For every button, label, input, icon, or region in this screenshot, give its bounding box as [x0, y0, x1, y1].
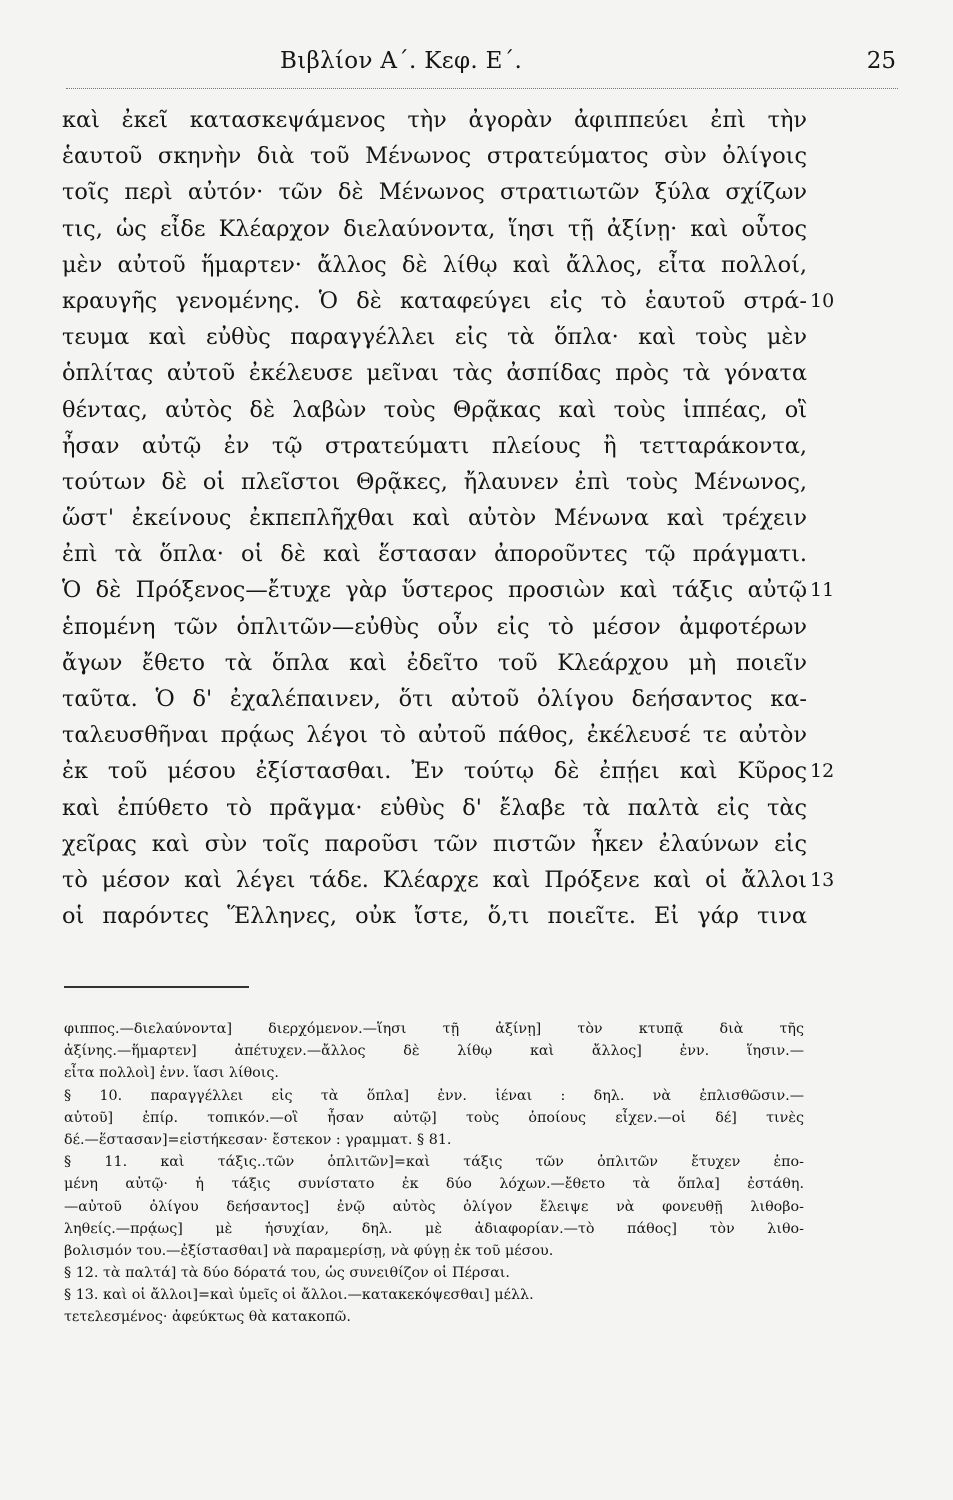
text-line: ἐκ τοῦ μέσου ἐξίστασθαι. Ἐν τούτῳ δὲ ἐπῄει καὶ Κῦρος 12: [62, 753, 807, 789]
note-line: βολισμόν του.—ἐξίστασθαι] νὰ παραμερίσῃ, νὰ φύγῃ ἐκ τοῦ μέσου.: [64, 1242, 554, 1259]
note-line: § 10. παραγγέλλει εἰς τὰ ὅπλα] ἐνν. ἰέναι : δηλ. νὰ ἐπλισθῶσιν.—: [64, 1087, 804, 1104]
text-line: τούτων δὲ οἱ πλεῖστοι Θρᾷκες, ἤλαυνεν ἐπὶ τοὺς Μένωνος,: [62, 468, 807, 495]
note-line: ἀξίνης.—ἥμαρτεν] ἀπέτυχεν.—ἄλλος δὲ λίθῳ καὶ ἄλλος] ἐνν. ἵησιν.—: [64, 1043, 804, 1060]
text-line: τευμα καὶ εὐθὺς παραγγέλλει εἰς τὰ ὅπλα· καὶ τοὺς μὲν: [62, 324, 807, 351]
text-line: κραυγῆς γενομένης. Ὁ δὲ καταφεύγει εἰς τὸ ἑαυτοῦ στρά- 10: [62, 283, 807, 319]
note-line: εἶτα πολλοὶ] ἐνν. ἵασι λίθοις.: [64, 1065, 279, 1082]
main-text: [62, 102, 835, 934]
text-line: ταλευσθῆναι πρᾴως λέγοι τὸ αὐτοῦ πάθος, ἐκέλευσέ τε αὐτὸν: [62, 722, 807, 749]
text-line: χεῖρας καὶ σὺν τοῖς παροῦσι τῶν πιστῶν ἧκεν ἐλαύνων εἰς: [62, 830, 807, 857]
footnote-rule: [64, 986, 249, 988]
text-line: καὶ ἐπύθετο τὸ πρᾶγμα· εὐθὺς δ' ἔλαβε τὰ παλτὰ εἰς τὰς: [62, 794, 807, 821]
note-line: § 12. τὰ παλτά] τὰ δύο δόρατά του, ὡς συνειθίζον οἱ Πέρσαι.: [64, 1265, 510, 1282]
note-line: φιππος.—διελαύνοντα] διερχόμενον.—ἵησι τῇ ἀξίνῃ] τὸν κτυπᾷ διὰ τῆς: [64, 1021, 804, 1037]
running-head-title: Βιβλίον Α΄. Κεφ. Ε΄.: [280, 48, 523, 74]
section-number-12: 12: [810, 760, 835, 783]
text-line: ἑαυτοῦ σκηνὴν διὰ τοῦ Μένωνος στρατεύματος σὺν ὀλίγοις: [62, 143, 807, 170]
page-number: 25: [866, 48, 896, 74]
text-line: καὶ ἐκεῖ κατασκεψάμενος τὴν ἀγορὰν ἀφιππεύει ἐπὶ τὴν: [62, 107, 807, 133]
note-line: δέ.—ἕστασαν]=εἱστήκεσαν· ἔστεκον : γραμματ. § 81.: [64, 1131, 452, 1148]
text-line: ἄγων ἔθετο τὰ ὅπλα καὶ ἐδεῖτο τοῦ Κλεάρχου μὴ ποιεῖν: [62, 649, 807, 676]
running-head: [58, 46, 898, 86]
text-line: ὁπλίτας αὐτοῦ ἐκέλευσε μεῖναι τὰς ἀσπίδας πρὸς τὰ γόνατα: [62, 360, 807, 387]
note-line: —αὐτοῦ ὀλίγου δεήσαντος] ἐνῷ αὐτὸς ὀλίγον ἔλειψε νὰ φονευθῇ λιθοβο-: [64, 1198, 804, 1215]
text-line: ἐπὶ τὰ ὅπλα· οἱ δὲ καὶ ἕστασαν ἀποροῦντες τῷ πράγματι.: [62, 541, 807, 568]
text-line: οἱ παρόντες Ἕλληνες, οὐκ ἴστε, ὅ,τι ποιεῖτε. Εἰ γάρ τινα: [62, 903, 807, 930]
text-line: τοῖς περὶ αὐτόν· τῶν δὲ Μένωνος στρατιωτῶν ξύλα σχίζων: [62, 179, 807, 206]
commentary-notes: [64, 1018, 804, 1329]
section-number-11: 11: [810, 579, 835, 602]
text-line: τὸ μέσον καὶ λέγει τάδε. Κλέαρχε καὶ Πρόξενε καὶ οἱ ἄλλοι 13: [62, 862, 807, 898]
text-line: θέντας, αὐτὸς δὲ λαβὼν τοὺς Θρᾷκας καὶ τοὺς ἱππέας, οἳ: [62, 396, 807, 423]
note-line: τετελεσμένος· ἀφεύκτως θὰ κατακοπῶ.: [64, 1309, 351, 1326]
text-line: μὲν αὐτοῦ ἥμαρτεν· ἄλλος δὲ λίθῳ καὶ ἄλλος, εἶτα πολλοί,: [62, 251, 807, 278]
note-line: § 13. καὶ οἱ ἄλλοι]=καὶ ὑμεῖς οἱ ἄλλοι.—κατακεκόψεσθαι] μέλλ.: [64, 1287, 534, 1304]
note-line: § 11. καὶ τάξις..τῶν ὁπλιτῶν]=καὶ τάξις τῶν ὁπλιτῶν ἔτυχεν ἑπο-: [64, 1154, 804, 1171]
note-line: ληθείς.—πρᾴως] μὲ ἡσυχίαν, δηλ. μὲ ἀδιαφορίαν.—τὸ πάθος] τὸν λιθο-: [64, 1220, 804, 1237]
text-line: ὥστ' ἐκείνους ἐκπεπλῆχθαι καὶ αὐτὸν Μένωνα καὶ τρέχειν: [62, 505, 807, 532]
text-line: ταῦτα. Ὁ δ' ἐχαλέπαινεν, ὅτι αὐτοῦ ὀλίγου δεήσαντος κα-: [62, 686, 807, 712]
note-line: μένη αὐτῷ· ἡ τάξις συνίστατο ἐκ δύο λόχων.—ἔθετο τὰ ὅπλα] ἐστάθη.: [64, 1176, 804, 1193]
section-number-10: 10: [810, 289, 835, 312]
text-line: τις, ὡς εἶδε Κλέαρχον διελαύνοντα, ἵησι τῇ ἀξίνῃ· καὶ οὗτος: [62, 215, 807, 242]
text-line: Ὁ δὲ Πρόξενος—ἔτυχε γὰρ ὕστερος προσιὼν καὶ τάξις αὐτῷ 11: [62, 572, 807, 608]
header-rule: [66, 88, 898, 89]
section-number-13: 13: [810, 868, 835, 891]
note-line: αὐτοῦ] ἐπίρ. τοπικόν.—οἳ ἦσαν αὐτῷ] τοὺς ὁποίους εἶχεν.—οἱ δέ] τινὲς: [64, 1109, 804, 1126]
text-line: ἦσαν αὐτῷ ἐν τῷ στρατεύματι πλείους ἢ τετταράκοντα,: [62, 432, 807, 459]
text-line: ἑπομένη τῶν ὁπλιτῶν—εὐθὺς οὖν εἰς τὸ μέσον ἀμφοτέρων: [62, 613, 807, 640]
